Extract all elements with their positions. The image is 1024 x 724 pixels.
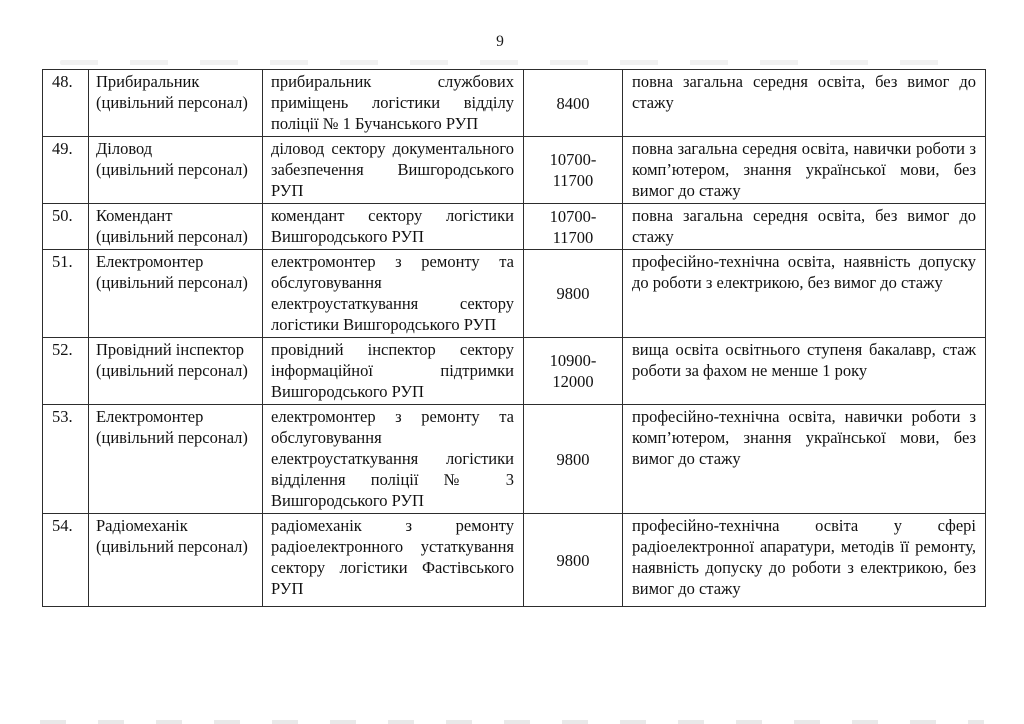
job-title: Радіомеханік <box>96 516 188 535</box>
job-title-cell <box>89 338 263 405</box>
salary-cell <box>524 204 623 250</box>
job-description: прибиральник службових приміщень логістики відділу поліції № 1 Бучанського РУП <box>263 70 524 137</box>
job-description: електромонтер з ремонту та обслуговування електроустаткування сектору логістики Вишгородського РУП <box>263 250 524 338</box>
job-requirements: професійно-технічна освіта у сфері радіоелектронної апаратури, методів її ремонту, наявність допуску до роботи з електрикою, без вимог до стажу <box>623 514 986 607</box>
vacancies-table <box>42 69 986 607</box>
salary-value: 10700-11700 <box>549 206 597 247</box>
job-title: Прибиральник <box>96 72 200 91</box>
next-page-text-sliver <box>40 720 984 724</box>
salary-cell <box>524 338 623 405</box>
salary-value: 10700-11700 <box>549 150 597 190</box>
row-number: 51. <box>43 250 89 338</box>
row-number: 54. <box>43 514 89 607</box>
job-title-note: (цивільний персонал) <box>96 537 248 556</box>
job-title-cell <box>89 250 263 338</box>
salary-cell <box>524 250 623 338</box>
table-row <box>43 70 986 137</box>
job-title-note: (цивільний персонал) <box>96 428 248 447</box>
job-requirements: повна загальна середня освіта, без вимог до стажу <box>623 204 986 250</box>
job-requirements: вища освіта освітнього ступеня бакалавр, стаж роботи за фахом не менше 1 року <box>623 338 986 405</box>
job-title-note: (цивільний персонал) <box>96 227 248 246</box>
job-requirements: повна загальна середня освіта, без вимог до стажу <box>623 70 986 137</box>
salary-value: 9800 <box>556 550 590 570</box>
job-title: Комендант <box>96 206 173 225</box>
job-title-note: (цивільний персонал) <box>96 361 248 380</box>
table-row <box>43 250 986 338</box>
table-row <box>43 338 986 405</box>
table-row <box>43 204 986 250</box>
row-number: 49. <box>43 137 89 204</box>
job-title: Діловод <box>96 139 153 158</box>
salary-cell <box>524 405 623 514</box>
job-description: електромонтер з ремонту та обслуговування електроустаткування логістики відділення поліції № 3 Вишгородського РУП <box>263 405 524 514</box>
salary-cell <box>524 514 623 607</box>
table-row <box>43 405 986 514</box>
salary-value: 9800 <box>556 449 590 469</box>
job-title-cell <box>89 204 263 250</box>
salary-value: 8400 <box>556 93 590 113</box>
job-description: комендант сектору логістики Вишгородського РУП <box>263 204 524 250</box>
job-title: Провідний інспектор <box>96 340 244 359</box>
job-title-cell <box>89 405 263 514</box>
job-title: Електромонтер <box>96 252 204 271</box>
salary-cell <box>524 70 623 137</box>
table-row <box>43 514 986 607</box>
job-title-note: (цивільний персонал) <box>96 93 248 112</box>
job-title-cell <box>89 137 263 204</box>
row-number: 53. <box>43 405 89 514</box>
salary-cell <box>524 137 623 204</box>
job-description: радіомеханік з ремонту радіоелектронного устаткування сектору логістики Фастівського РУП <box>263 514 524 607</box>
job-description: провідний інспектор сектору інформаційної підтримки Вишгородського РУП <box>263 338 524 405</box>
salary-value: 10900-12000 <box>549 351 597 391</box>
job-requirements: професійно-технічна освіта, наявність допуску до роботи з електрикою, без вимог до стажу <box>623 250 986 338</box>
page-number: 9 <box>496 33 504 50</box>
row-number: 48. <box>43 70 89 137</box>
job-requirements: професійно-технічна освіта, навички роботи з комп’ютером, знання української мови, без вимог до стажу <box>623 405 986 514</box>
scan-artifact <box>60 60 960 65</box>
salary-value: 9800 <box>556 284 590 303</box>
job-title: Електромонтер <box>96 407 204 426</box>
job-title-cell <box>89 514 263 607</box>
job-description: діловод сектору документального забезпечення Вишгородського РУП <box>263 137 524 204</box>
job-title-note: (цивільний персонал) <box>96 160 248 179</box>
table-row <box>43 137 986 204</box>
row-number: 50. <box>43 204 89 250</box>
row-number: 52. <box>43 338 89 405</box>
job-title-cell <box>89 70 263 137</box>
job-title-note: (цивільний персонал) <box>96 273 248 292</box>
job-requirements: повна загальна середня освіта, навички роботи з комп’ютером, знання української мови, без вимог до стажу <box>623 137 986 204</box>
